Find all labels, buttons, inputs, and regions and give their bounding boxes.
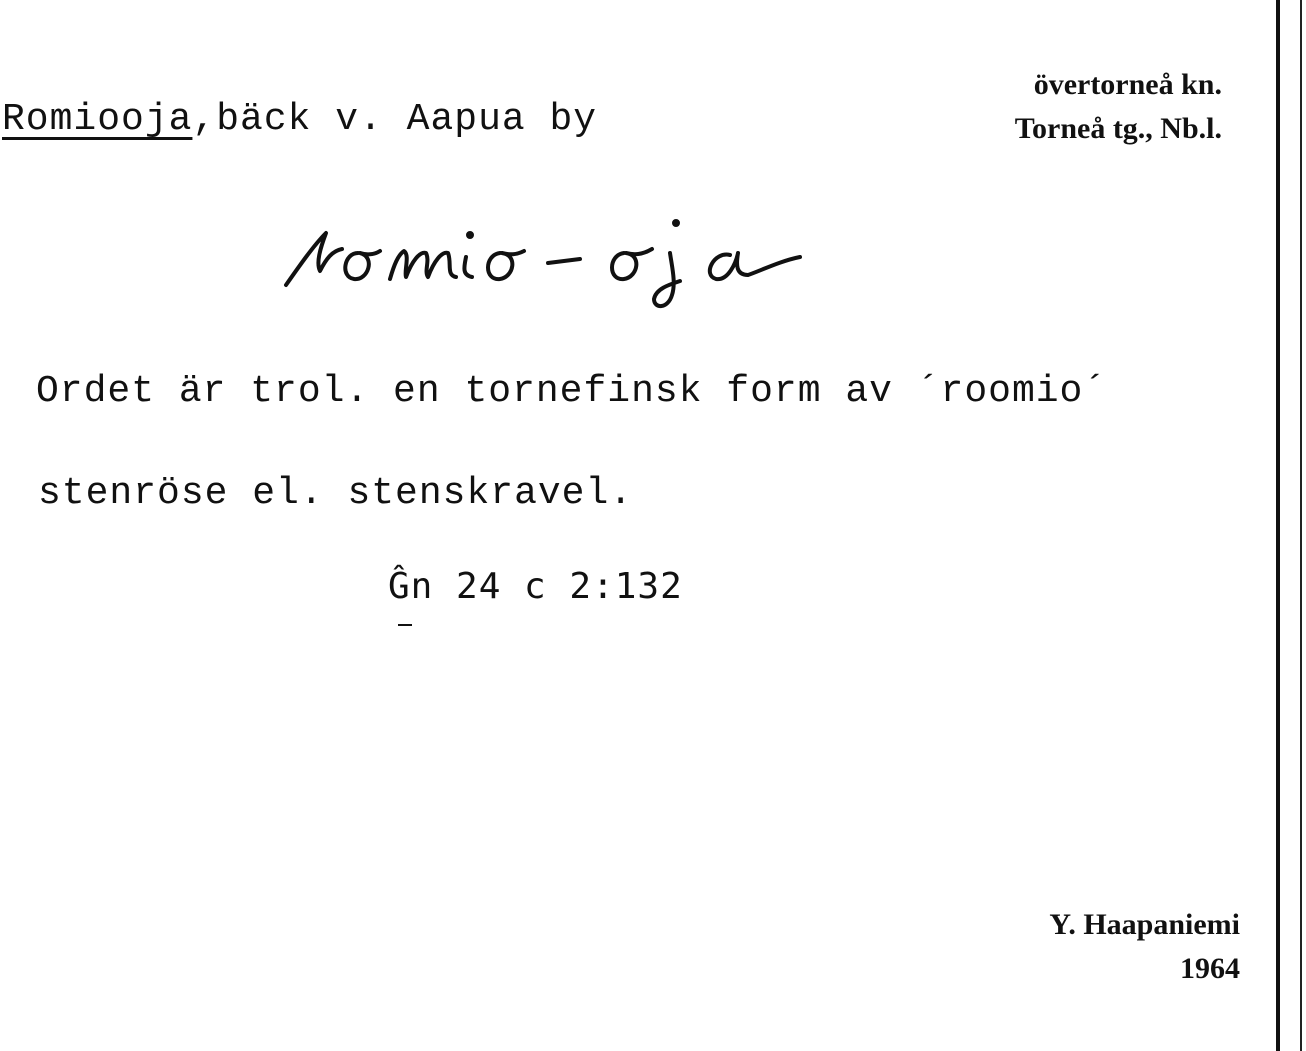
card-edge — [1300, 0, 1302, 1051]
card-heading — [2, 98, 597, 141]
source-reference: Ĝn 24 c 2:132 — [388, 566, 683, 607]
heading-description: ,bäck v. Aapua by — [192, 98, 598, 141]
year-label: 1964 — [1180, 952, 1240, 985]
card-border-line — [1276, 0, 1280, 1051]
explanation-line-2: stenröse el. stenskravel. — [38, 472, 634, 515]
handwritten-pronunciation — [280, 205, 920, 315]
author-name: Y. Haapaniemi — [1049, 908, 1240, 941]
district-label: Torneå tg., Nb.l. — [1014, 112, 1222, 145]
explanation-line-1: Ordet är trol. en tornefinsk form av ´roomio´ — [36, 370, 1108, 413]
parish-label: övertorneå kn. — [1033, 68, 1222, 101]
headword: Romiooja — [2, 98, 193, 141]
tilde-mark — [398, 624, 412, 626]
